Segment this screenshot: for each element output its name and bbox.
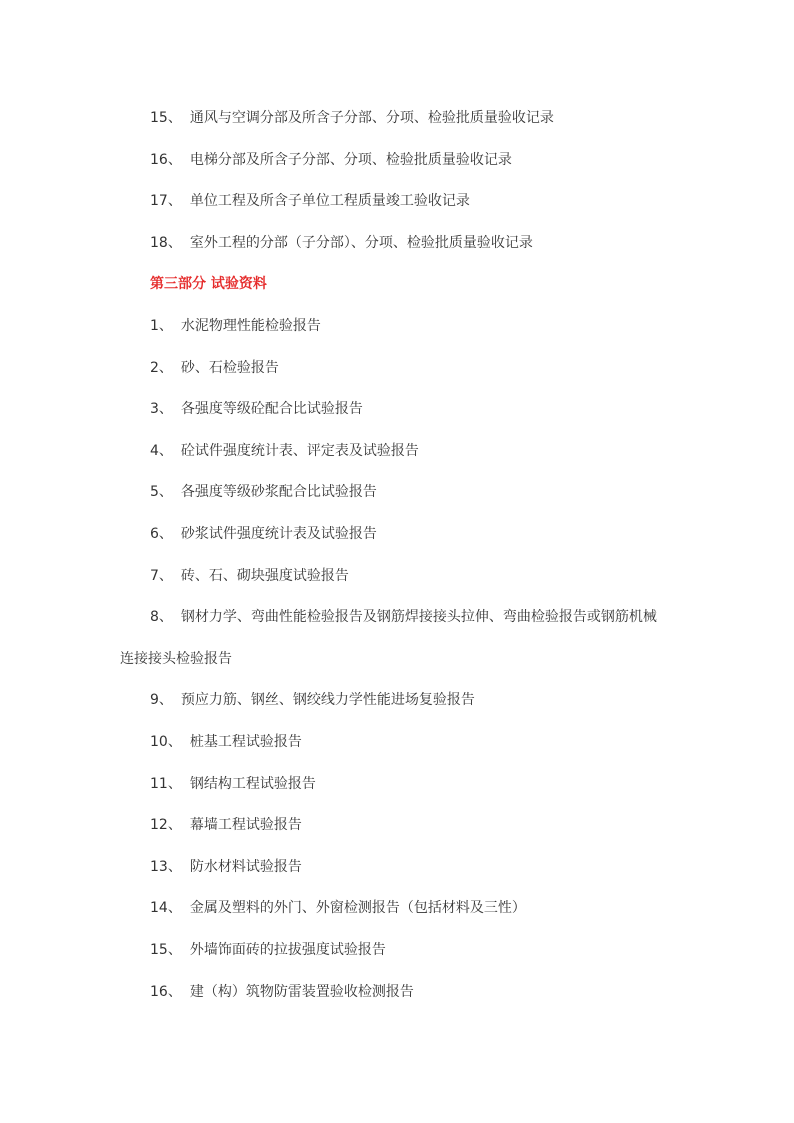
list-item-part2-16: [150, 151, 512, 169]
item-number: 15、: [150, 110, 182, 126]
item-text: 砂、石检验报告: [180, 360, 279, 376]
list-item-12: [150, 816, 302, 834]
list-item-4: [150, 442, 419, 460]
item-text: 水泥物理性能检验报告: [180, 318, 321, 334]
list-item-7: [150, 567, 349, 585]
list-item-16: [150, 983, 414, 1001]
list-item-5: [150, 483, 377, 501]
item-text: 单位工程及所含子单位工程质量竣工验收记录: [189, 193, 470, 209]
section-heading: 第三部分 试验资料: [150, 276, 267, 292]
list-item-14: [150, 899, 526, 917]
item-text: 防水材料试验报告: [189, 859, 302, 875]
item-text: 预应力筋、钢丝、钢绞线力学性能进场复验报告: [180, 692, 475, 708]
list-item-8: [150, 608, 657, 626]
item-number: 5、: [150, 484, 173, 500]
item-number: 13、: [150, 859, 182, 875]
item-number: 10、: [150, 734, 182, 750]
item-number: 9、: [150, 692, 173, 708]
list-item-part2-18: [150, 234, 533, 252]
item-text: 桩基工程试验报告: [189, 734, 302, 750]
item-number: 1、: [150, 318, 173, 334]
item-number: 3、: [150, 401, 173, 417]
item-number: 16、: [150, 984, 182, 1000]
item-number: 14、: [150, 900, 182, 916]
list-item-13: [150, 858, 302, 876]
item-text: 各强度等级砂浆配合比试验报告: [180, 484, 377, 500]
item-text: 砖、石、砌块强度试验报告: [180, 568, 349, 584]
list-item-6: [150, 525, 377, 543]
item-text: 砼试件强度统计表、评定表及试验报告: [180, 443, 419, 459]
item-text: 室外工程的分部（子分部）、分项、检验批质量验收记录: [189, 235, 533, 251]
item-text: 建（构）筑物防雷装置验收检测报告: [189, 984, 414, 1000]
item-text: 钢材力学、弯曲性能检验报告及钢筋焊接接头拉伸、弯曲检验报告或钢筋机械: [180, 609, 657, 625]
item-text: 电梯分部及所含子分部、分项、检验批质量验收记录: [189, 152, 512, 168]
item-text: 各强度等级砼配合比试验报告: [180, 401, 363, 417]
item-number: 18、: [150, 235, 182, 251]
item-number: 17、: [150, 193, 182, 209]
list-item-3: [150, 400, 363, 418]
item-text: 砂浆试件强度统计表及试验报告: [180, 526, 377, 542]
item-number: 12、: [150, 817, 182, 833]
list-item-1: [150, 317, 321, 335]
list-item-11: [150, 775, 316, 793]
item-number: 7、: [150, 568, 173, 584]
list-item-15: [150, 941, 386, 959]
list-item-part2-15: [150, 109, 554, 127]
list-item-8-continuation: 连接接头检验报告: [120, 651, 232, 667]
item-number: 4、: [150, 443, 173, 459]
item-text: 外墙饰面砖的拉拔强度试验报告: [189, 942, 386, 958]
item-text: 钢结构工程试验报告: [189, 776, 316, 792]
list-item-2: [150, 359, 279, 377]
list-item-10: [150, 733, 302, 751]
item-number: 6、: [150, 526, 173, 542]
item-text: 金属及塑料的外门、外窗检测报告（包括材料及三性）: [189, 900, 526, 916]
item-number: 11、: [150, 776, 182, 792]
item-number: 8、: [150, 609, 173, 625]
list-item-part2-17: [150, 192, 470, 210]
item-number: 15、: [150, 942, 182, 958]
item-number: 2、: [150, 360, 173, 376]
item-number: 16、: [150, 152, 182, 168]
item-text: 幕墙工程试验报告: [189, 817, 302, 833]
item-text: 通风与空调分部及所含子分部、分项、检验批质量验收记录: [189, 110, 554, 126]
list-item-9: [150, 691, 475, 709]
